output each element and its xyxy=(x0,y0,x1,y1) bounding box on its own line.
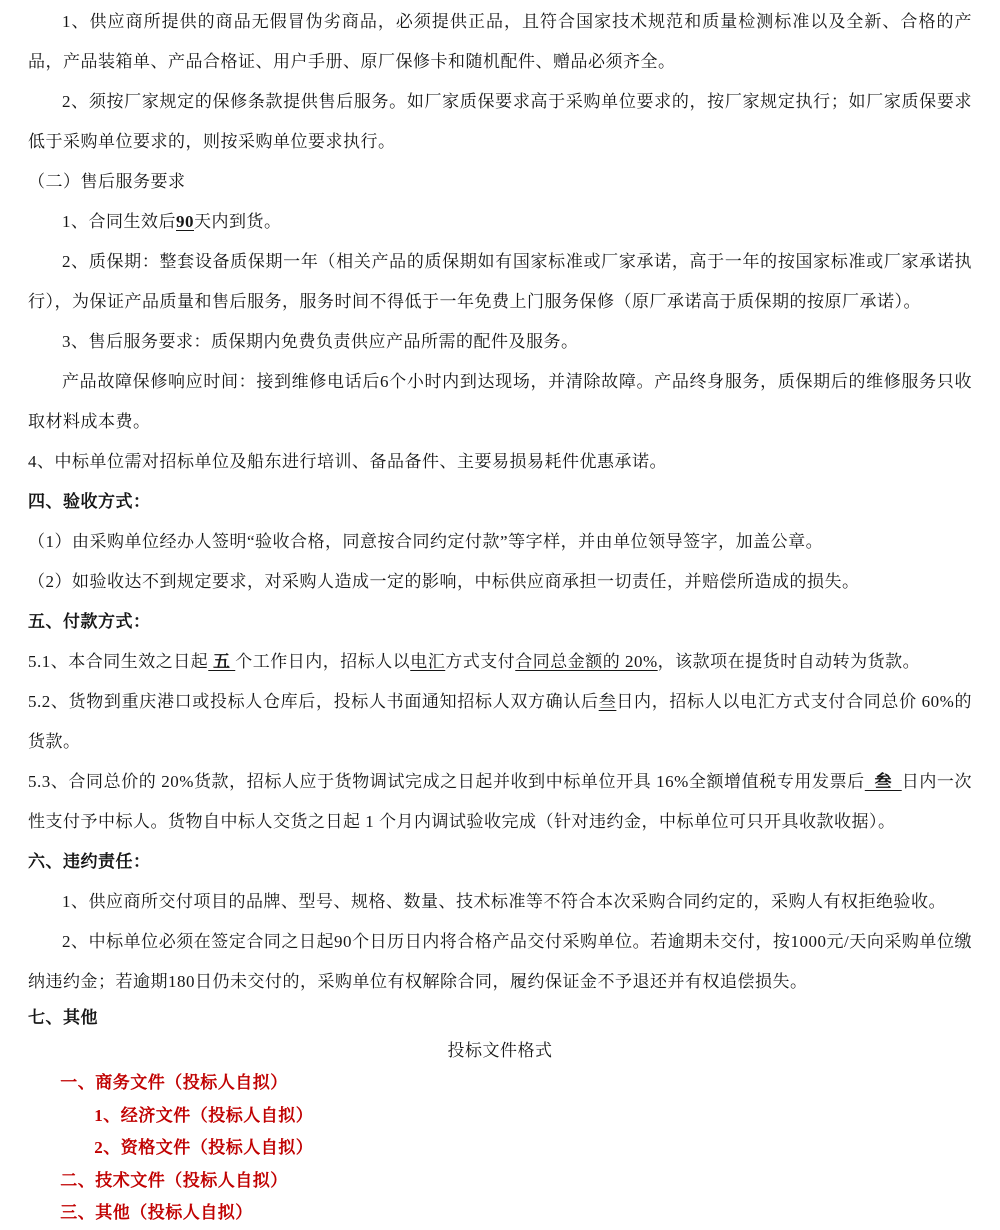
bid-format-title: 投标文件格式 xyxy=(447,1040,553,1060)
payment-heading: 五、付款方式： xyxy=(28,612,151,631)
payment-clause-5-1: 5.1、本合同生效之日起 五 个工作日内，招标人以电汇方式支付合同总金额的 20%，该款项在提货时自动转为货款。 xyxy=(28,652,921,671)
acceptance-heading: 四、验收方式： xyxy=(28,492,151,511)
outline-qualification-file: 2、资格文件（投标人自拟） xyxy=(94,1138,314,1157)
outline-other-file: 三、其他（投标人自拟） xyxy=(60,1203,253,1222)
warranty-clause: 2、质保期：整套设备质保期一年（相关产品的质保期如有国家标准或厂家承诺，高于一年的按国家标准或厂家承诺执行），为保证产品质量和售后服务，服务时间不得低于一年免费上门服务保修（原厂承诺高于质保期的按原厂承诺）。 xyxy=(28,252,972,311)
delivery-clause: 1、合同生效后90天内到货。 xyxy=(62,212,282,231)
outline-technical-file: 二、技术文件（投标人自拟） xyxy=(60,1170,288,1190)
after-sales-section-title: （二）售后服务要求 xyxy=(28,172,186,191)
other-heading: 七、其他 xyxy=(28,1008,98,1027)
supply-clause-1: 1、供应商所提供的商品无假冒伪劣商品，必须提供正品，且符合国家技术规范和质量检测标准以及全新、合格的产品，产品装箱单、产品合格证、用户手册、原厂保修卡和随机配件、赠品必须齐全。 xyxy=(28,12,972,71)
service-clause: 3、售后服务要求：质保期内免费负责供应产品所需的配件及服务。 xyxy=(62,332,579,351)
training-clause: 4、中标单位需对招标单位及船东进行培训、备品备件、主要易损易耗件优惠承诺。 xyxy=(28,452,667,471)
acceptance-clause-2: （2）如验收达不到规定要求，对采购人造成一定的影响，中标供应商承担一切责任，并赔偿所造成的损失。 xyxy=(28,572,860,591)
breach-heading: 六、违约责任： xyxy=(28,852,151,871)
payment-clause-5-2: 5.2、货物到重庆港口或投标人仓库后，投标人书面通知招标人双方确认后叁日内，招标人以电汇方式支付合同总价 60%的货款。 xyxy=(28,692,972,751)
outline-commercial-file: 一、商务文件（投标人自拟） xyxy=(60,1073,288,1092)
breach-clause-1: 1、供应商所交付项目的品牌、型号、规格、数量、技术标准等不符合本次采购合同约定的，采购人有权拒绝验收。 xyxy=(62,892,946,911)
supply-clause-2: 2、须按厂家规定的保修条款提供售后服务。如厂家质保要求高于采购单位要求的，按厂家规定执行；如厂家质保要求低于采购单位要求的，则按采购单位要求执行。 xyxy=(28,92,972,151)
outline-economic-file: 1、经济文件（投标人自拟） xyxy=(94,1105,314,1125)
breach-clause-2: 2、中标单位必须在签定合同之日起90个日历日内将合格产品交付采购单位。若逾期未交付，按1000元/天向采购单位缴纳违约金；若逾期180日仍未交付的，采购单位有权解除合同，履约保证金不予退还并有权追偿损失。 xyxy=(28,932,972,991)
payment-clause-5-3: 5.3、合同总价的 20%货款，招标人应于货物调试完成之日起并收到中标单位开具 16%全额增值税专用发票后 叁 日内一次性支付予中标人。货物自中标人交货之日起 1 个月内调试验收完成（针对违约金，中标单位可只开具收款收据）。 xyxy=(28,772,973,831)
response-time-clause: 产品故障保修响应时间：接到维修电话后6个小时内到达现场，并清除故障。产品终身服务，质保期后的维修服务只收取材料成本费。 xyxy=(28,372,972,431)
acceptance-clause-1: （1）由采购单位经办人签明“验收合格，同意按合同约定付款”等字样，并由单位领导签字，加盖公章。 xyxy=(28,532,824,551)
